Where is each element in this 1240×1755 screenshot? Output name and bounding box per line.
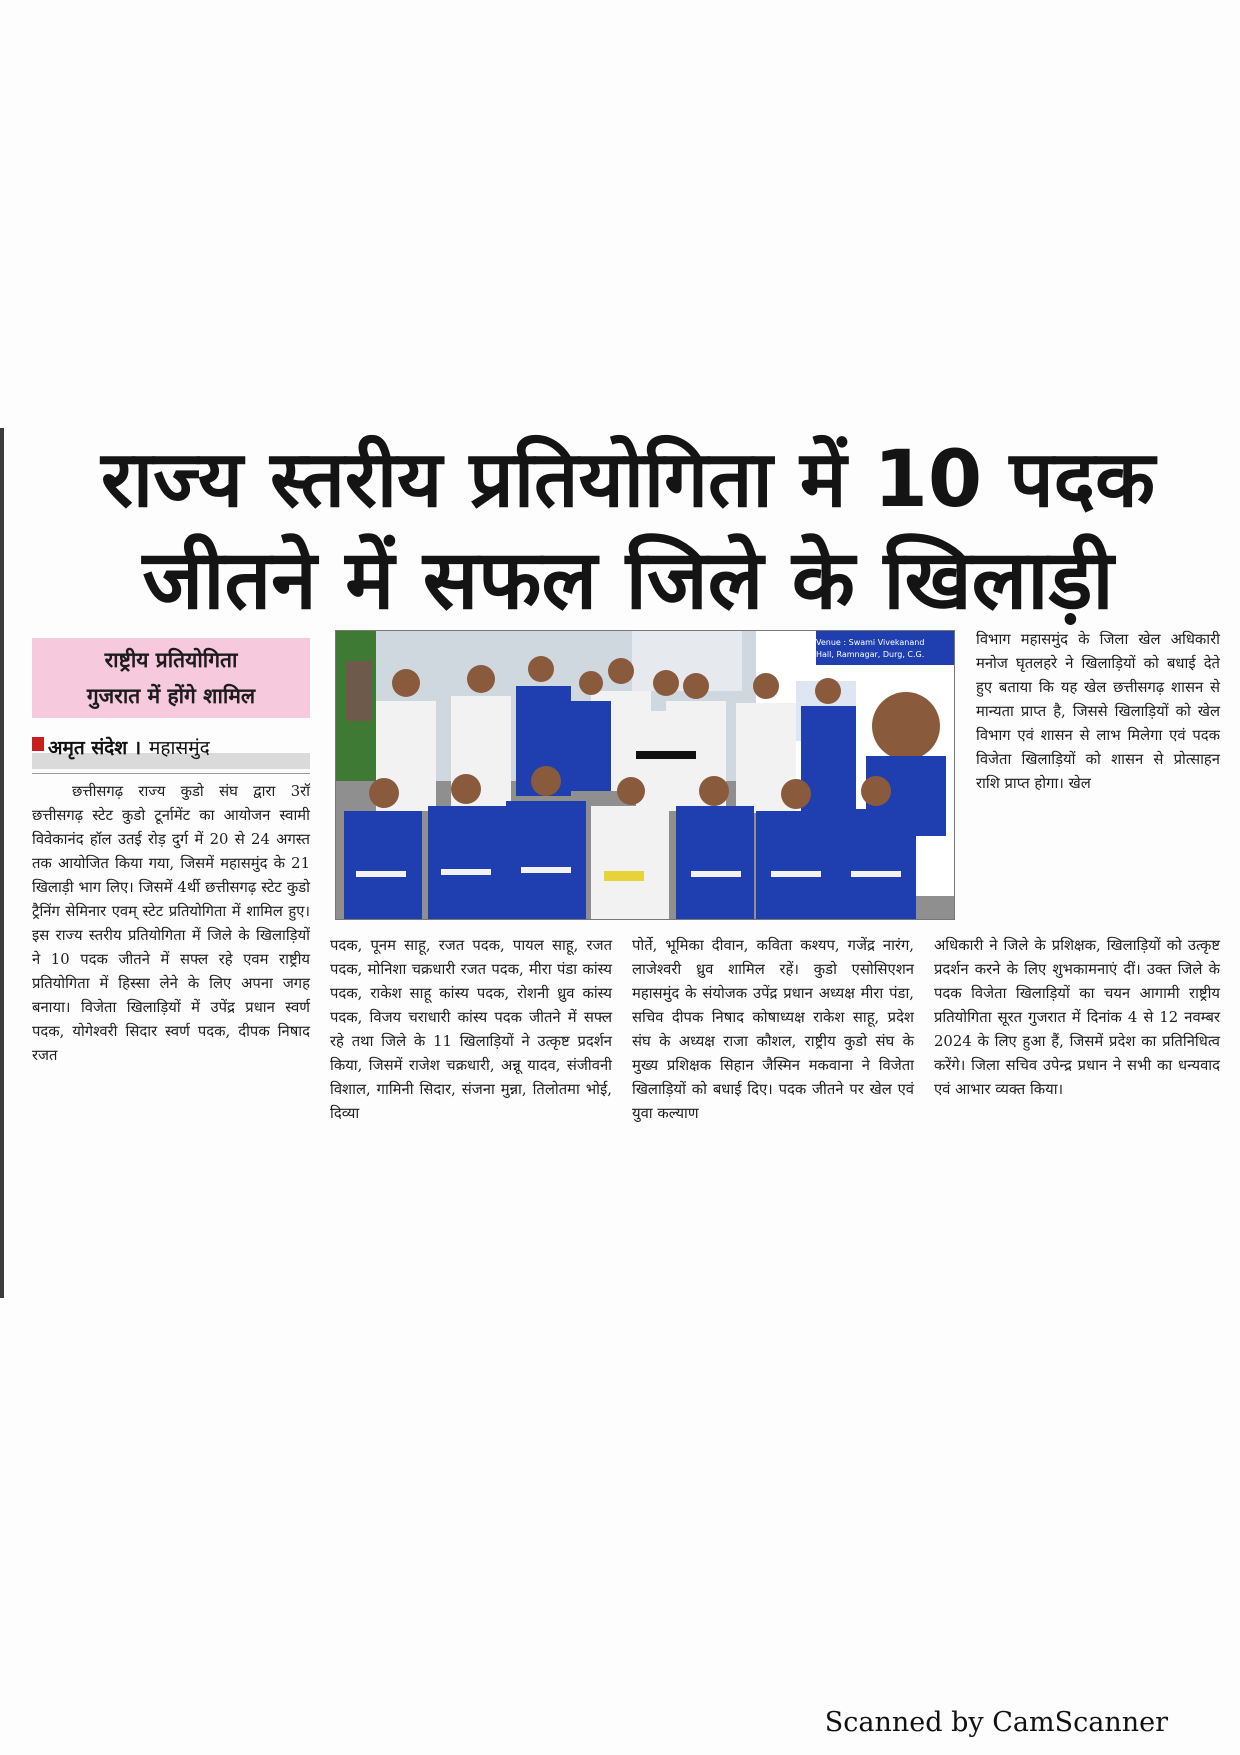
- subheadline-box: [32, 638, 310, 718]
- byline: [32, 733, 310, 774]
- byline-text: [48, 733, 210, 763]
- article-column-3: [632, 934, 914, 1126]
- subheadline-line-2: गुजरात में होंगे शामिल: [86, 684, 256, 708]
- article-paragraph-2: पदक, पूनम साहू, रजत पदक, पायल साहू, रजत पदक, मोनिशा चक्रधारी रजत पदक, मीरा पंडा कांस्य पदक, राकेश साहू कांस्य पदक, रोशनी ध्रुव कांस्य पदक, विजय चराधारी कांस्य पदक जीतने में सफ्ल रहे तथा जिले के 11 खिलाड़ियों ने उत्कृष्ट प्रदर्शन किया, जिसमें राजेश चक्रधारी, अन्नू यादव, संजीवनी विशाल, गामिनी सिदार, संजना मुन्ना, तिलोतमा भोई, दिव्या: [330, 937, 612, 1122]
- article-paragraph-4a: विभाग महासमुंद के जिला खेल अधिकारी मनोज घृतलहरे ने खिलाड़ियों को बधाई देते हुए बताया कि यह खेल छत्तीसगढ़ शासन से मान्यता प्राप्त है, जिससे खिलाड़ियों को खेल विभाग एवं शासन से लाभ मिलेगा एवं पदक विजेता खिलाड़ियों को शासन से प्रोत्साहन राशि प्राप्त होगा। खेल: [976, 631, 1220, 792]
- article-paragraph-4b: अधिकारी ने जिले के प्रशिक्षक, खिलाड़ियों को उत्कृष्ट प्रदर्शन करने के लिए शुभकामनाएं दीं। उक्त जिले के पदक विजेता खिलाड़ियों का चयन आगामी राष्ट्रीय प्रतियोगिता सूरत गुजरात में दिनांक 4 से 12 नवम्बर 2024 के लिए हुआ हैं, जिसमें प्रदेश का प्रतिनिधित्व करेंगे। जिला सचिव उपेन्द्र प्रधान ने सभी का धन्यवाद एवं आभार व्यक्त किया।: [934, 937, 1220, 1098]
- article-paragraph-1: छत्तीसगढ़ राज्य कुडो संघ द्वारा 3रॉ छत्तीसगढ़ स्टेट कुडो टूर्नामेंट का आयोजन स्वामी विवेकानंद हॉल उतई रोड़ दुर्ग में 20 से 24 अगस्त तक आयोजित किया गया, जिसमें महासमुंद के 21 खिलाड़ी भाग लिए। जिसमें 4र्थी छत्तीसगढ़ स्टेट कुडो ट्रैनिंग सेमिनार एवम् स्टेट प्रतियोगिता में शामिल हुए। इस राज्य स्तरीय प्रतियोगिता में जिले के खिलाड़ियों ने 10 पदक जीतने में सफ्ल रहे एवम राष्ट्रीय प्रतियोगिता में हिस्सा लेने के लिए अपना जगह बनाया। विजेता खिलाड़ियों में उपेंद्र प्रधान स्वर्ण पदक, योगेश्वरी सिदार स्वर्ण पदक, दीपक निषाद रजत: [32, 783, 310, 1064]
- headline-line-2: जीतने में सफल जिले के खिलाड़ी: [142, 533, 1114, 628]
- byline-red-marker: [32, 737, 44, 751]
- photo-venue-sign: Venue : Swami Vivekanand Hall, Ramnagar, Durg, C.G.: [816, 638, 925, 659]
- byline-place: महासमुंद: [149, 737, 210, 759]
- byline-separator: ।: [133, 737, 142, 759]
- scanner-watermark: Scanned by CamScanner: [824, 1707, 1168, 1738]
- article-column-4-top: [976, 628, 1220, 796]
- team-photo: [335, 630, 955, 920]
- article-column-4-bottom: [934, 934, 1220, 1102]
- team-photo-image: [336, 631, 955, 920]
- article-paragraph-3: पोर्ते, भूमिका दीवान, कविता कश्यप, गजेंद्र नारंग, लाजेश्वरी ध्रुव शामिल रहें। कुडो एसोसिएशन महासमुंद के संयोजक उपेंद्र प्रधान अध्यक्ष मीरा पंडा, सचिव दीपक निषाद कोषाध्यक्ष राकेश साहू, प्रदेश संघ के अध्यक्ष राजा कौशल, राष्ट्रीय कुडो संघ के मुख्य प्रशिक्षक सिहान जैस्मिन मकवाना ने विजेता खिलाड़ियों को बधाई दिए। पदक जीतने पर खेल एवं युवा कल्याण: [632, 937, 914, 1122]
- headline-line-1: राज्य स्तरीय प्रतियोगिता में 10 पदक: [101, 435, 1155, 525]
- byline-source: अमृत संदेश: [48, 737, 128, 759]
- column-rule: [0, 428, 4, 1298]
- subheadline-line-1: राष्ट्रीय प्रतियोगिता: [104, 648, 238, 672]
- article-column-2: [330, 934, 612, 1126]
- article-column-1: [32, 780, 310, 1068]
